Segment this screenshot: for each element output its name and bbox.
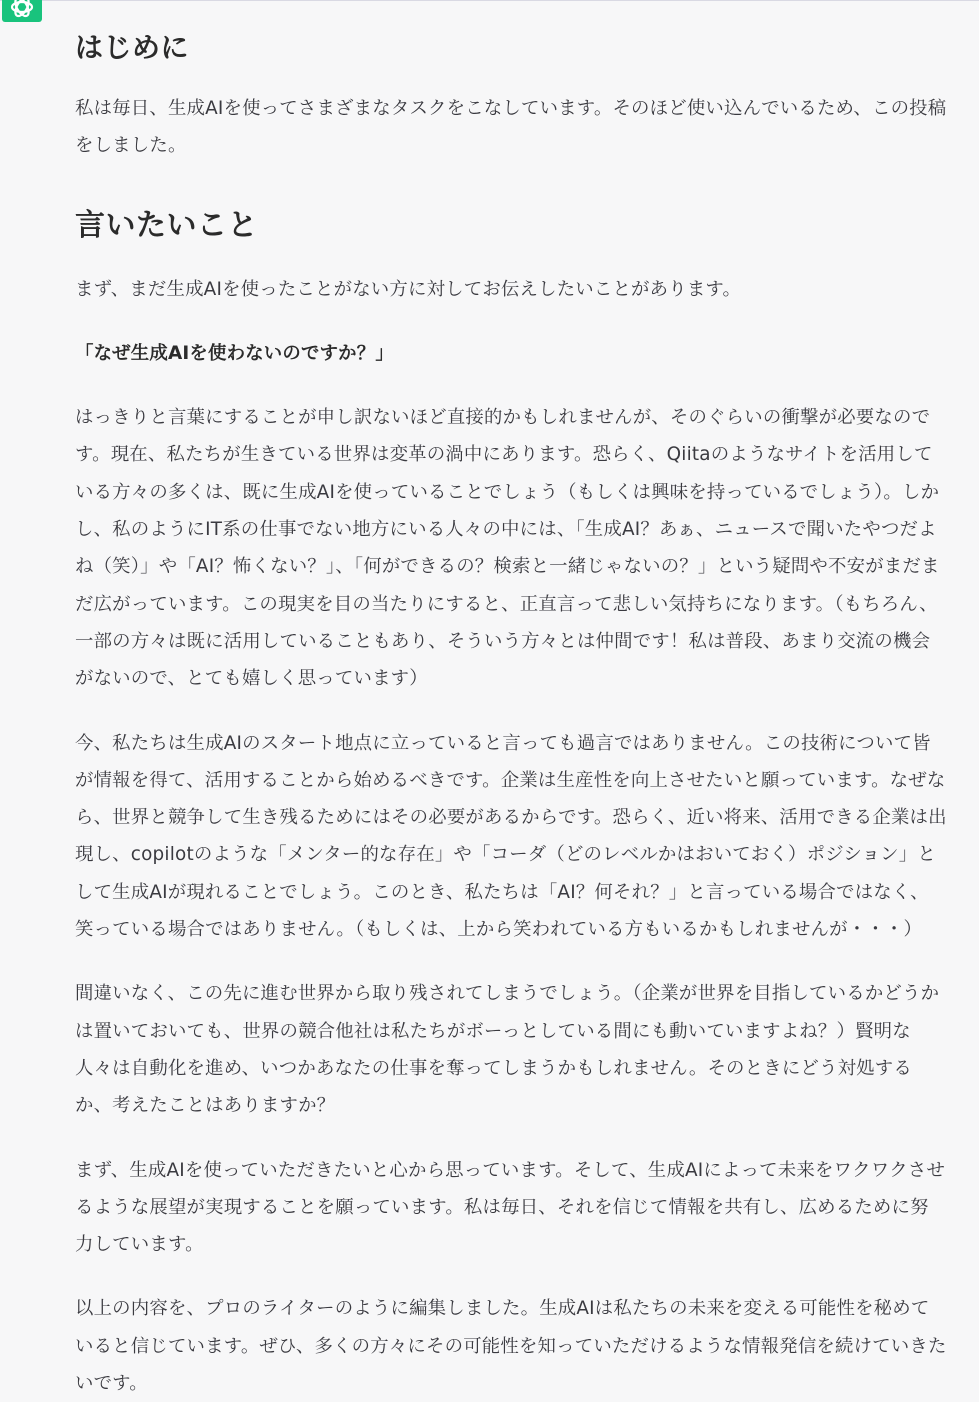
heading-main-point: 言いたいこと bbox=[75, 207, 258, 243]
openai-logo-icon bbox=[2, 0, 42, 22]
assistant-message bbox=[75, 24, 947, 1402]
paragraph-world-change: はっきりと言葉にすることが申し訳ないほど直接的かもしれませんが、そのぐらいの衝撃が必要なのです。現在、私たちが生きている世界は変革の渦中にあります。恐らく、Qiitaのようなサイトを活用している方々の多くは、既に生成AIを使っていることでしょう（もしくは興味を持っているでしょう）。しかし、私のようにIT系の仕事でない地方にいる人々の中には、「生成AI？あぁ、ニュースで聞いたやつだよね（笑）」や「AI？怖くない？」、「何ができるの？検索と一緒じゃないの？」という疑問や不安がまだまだ広がっています。この現実を目の当たりにすると、正直言って悲しい気持ちになります。（もちろん、一部の方々は既に活用していることもあり、そういう方々とは仲間です！私は普段、あまり交流の機会がないので、とても嬉しく思っています） bbox=[75, 407, 940, 690]
paragraph-introduction: 私は毎日、生成AIを使ってさまざまなタスクをこなしています。そのほど使い込んでいるため、この投稿をしました。 bbox=[75, 98, 947, 157]
heading-introduction: はじめに bbox=[75, 31, 190, 64]
assistant-avatar bbox=[2, 0, 42, 22]
paragraph-address-nonusers: まず、まだ生成AIを使ったことがない方に対してお伝えしたいことがあります。 bbox=[75, 278, 742, 300]
top-divider bbox=[0, 0, 979, 1]
paragraph-starting-point: 今、私たちは生成AIのスタート地点に立っていると言っても過言ではありません。この技術について皆が情報を得て、活用することから始めるべきです。企業は生産性を向上させたいと願っています。なぜなら、世界と競争して生き残るためにはその必要があるからです。恐らく、近い将来、活用できる企業は出現し、copilotのような「メンター的な存在」や「コーダ（どのレベルかはおいておく）ポジション」として生成AIが現れることでしょう。このとき、私たちは「AI？何それ？」と言っている場合ではなく、笑っている場合ではありません。（もしくは、上から笑われている方もいるかもしれませんが・・・） bbox=[75, 732, 947, 941]
paragraph-question: 「なぜ生成AIを使わないのですか？」 bbox=[75, 342, 394, 364]
paragraph-conclusion: 以上の内容を、プロのライターのように編集しました。生成AIは私たちの未来を変える可能性を秘めていると信じています。ぜひ、多くの方々にその可能性を知っていただけるような情報発信を続けていきたいです。 bbox=[75, 1298, 947, 1395]
paragraph-hope: まず、生成AIを使っていただきたいと心から思っています。そして、生成AIによって未来をワクワクさせるような展望が実現することを願っています。私は毎日、それを信じて情報を共有し、広めるために努力しています。 bbox=[75, 1159, 946, 1256]
paragraph-left-behind: 間違いなく、この先に進む世界から取り残されてしまうでしょう。（企業が世界を目指しているかどうかは置いておいても、世界の競合他社は私たちがボーっとしている間にも動いていますよね？）賢明な人々は自動化を進め、いつかあなたの仕事を奪ってしまうかもしれません。そのときにどう対処するか、考えたことはありますか？ bbox=[75, 983, 940, 1117]
